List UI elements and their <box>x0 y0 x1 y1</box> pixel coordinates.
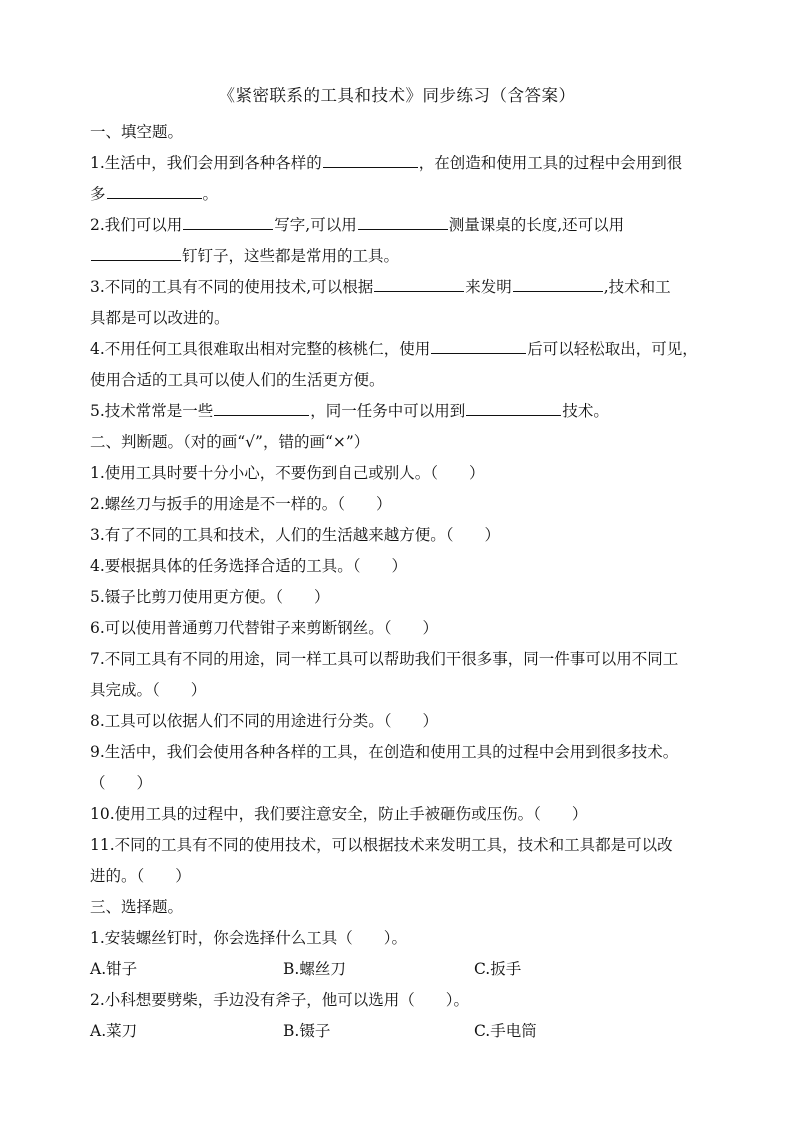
choice-2-option-a[interactable]: A.菜刀 <box>90 1022 138 1040</box>
fill-question-2-line-1: 2.我们可以用 写字,可以用 测量课桌的长度,还可以用 <box>90 216 625 234</box>
judge-question-10: 10.使用工具的过程中，我们要注意安全，防止手被砸伤或压伤。（ ） <box>90 805 588 823</box>
answer-blank[interactable] <box>107 183 202 199</box>
judge-question-1: 1.使用工具时要十分小心，不要伤到自己或别人。（ ） <box>90 464 485 482</box>
judge-question-4: 4.要根据具体的任务选择合适的工具。（ ） <box>90 557 408 575</box>
fill-question-3-line-1: 3.不同的工具有不同的使用技术,可以根据 来发明 ,技术和工 <box>90 278 671 296</box>
section-fill-heading: 一、填空题。 <box>90 123 184 141</box>
answer-blank[interactable] <box>91 245 181 261</box>
judge-question-11-line-2: 进的。（ ） <box>90 867 191 885</box>
judge-question-7-line-2: 具完成。（ ） <box>90 681 207 699</box>
judge-question-2: 2.螺丝刀与扳手的用途是不一样的。（ ） <box>90 495 392 513</box>
section-choice-heading: 三、选择题。 <box>90 898 184 916</box>
answer-blank[interactable] <box>374 276 464 292</box>
fill-question-5: 5.技术常常是一些 ，同一任务中可以用到 技术。 <box>90 402 609 420</box>
answer-blank[interactable] <box>466 400 561 416</box>
fill-question-4-line-1: 4.不用任何工具很难取出相对完整的核桃仁，使用 后可以轻松取出，可见， <box>90 340 698 358</box>
choice-1-option-b[interactable]: B.螺丝刀 <box>283 960 346 978</box>
judge-question-11-line-1: 11.不同的工具有不同的使用技术，可以根据技术来发明工具，技术和工具都是可以改 <box>90 836 673 854</box>
judge-question-8: 8.工具可以依据人们不同的用途进行分类。（ ） <box>90 712 439 730</box>
fill-question-2-line-2: 钉钉子，这些都是常用的工具。 <box>90 245 399 267</box>
answer-blank[interactable] <box>214 400 309 416</box>
choice-question-2: 2.小科想要劈柴，手边没有斧子，他可以选用（ ）。 <box>90 991 470 1009</box>
judge-question-3: 3.有了不同的工具和技术，人们的生活越来越方便。（ ） <box>90 526 501 544</box>
choice-2-option-b[interactable]: B.镊子 <box>283 1022 331 1040</box>
fill-question-1-line-2: 多 。 <box>90 185 219 203</box>
choice-2-option-c[interactable]: C.手电筒 <box>474 1022 537 1040</box>
choice-question-1: 1.安装螺丝钉时，你会选择什么工具（ ）。 <box>90 929 408 947</box>
section-judge-heading: 二、判断题。（对的画“√”，错的画“×”） <box>90 433 370 451</box>
document-title: 《紧密联系的工具和技术》同步练习（含答案） <box>218 86 576 105</box>
judge-question-5: 5.镊子比剪刀使用更方便。（ ） <box>90 588 330 606</box>
fill-question-3-line-2: 具都是可以改进的。 <box>90 309 230 327</box>
answer-blank[interactable] <box>358 214 448 230</box>
fill-question-4-line-2: 使用合适的工具可以使人们的生活更方便。 <box>90 371 385 389</box>
answer-blank[interactable] <box>183 214 273 230</box>
judge-question-7-line-1: 7.不同工具有不同的用途，同一样工具可以帮助我们干很多事，同一件事可以用不同工 <box>90 650 679 668</box>
judge-question-9-line-1: 9.生活中，我们会使用各种各样的工具，在创造和使用工具的过程中会用到很多技术。 <box>90 743 679 761</box>
answer-blank[interactable] <box>431 338 526 354</box>
choice-1-option-c[interactable]: C.扳手 <box>474 960 522 978</box>
answer-blank[interactable] <box>323 152 418 168</box>
judge-question-6: 6.可以使用普通剪刀代替钳子来剪断钢丝。（ ） <box>90 619 439 637</box>
answer-blank[interactable] <box>513 276 603 292</box>
fill-question-1-line-1: 1.生活中，我们会用到各种各样的 ，在创造和使用工具的过程中会用到很 <box>90 154 683 172</box>
choice-1-option-a[interactable]: A.钳子 <box>90 960 138 978</box>
judge-question-9-line-2: （ ） <box>90 774 153 792</box>
